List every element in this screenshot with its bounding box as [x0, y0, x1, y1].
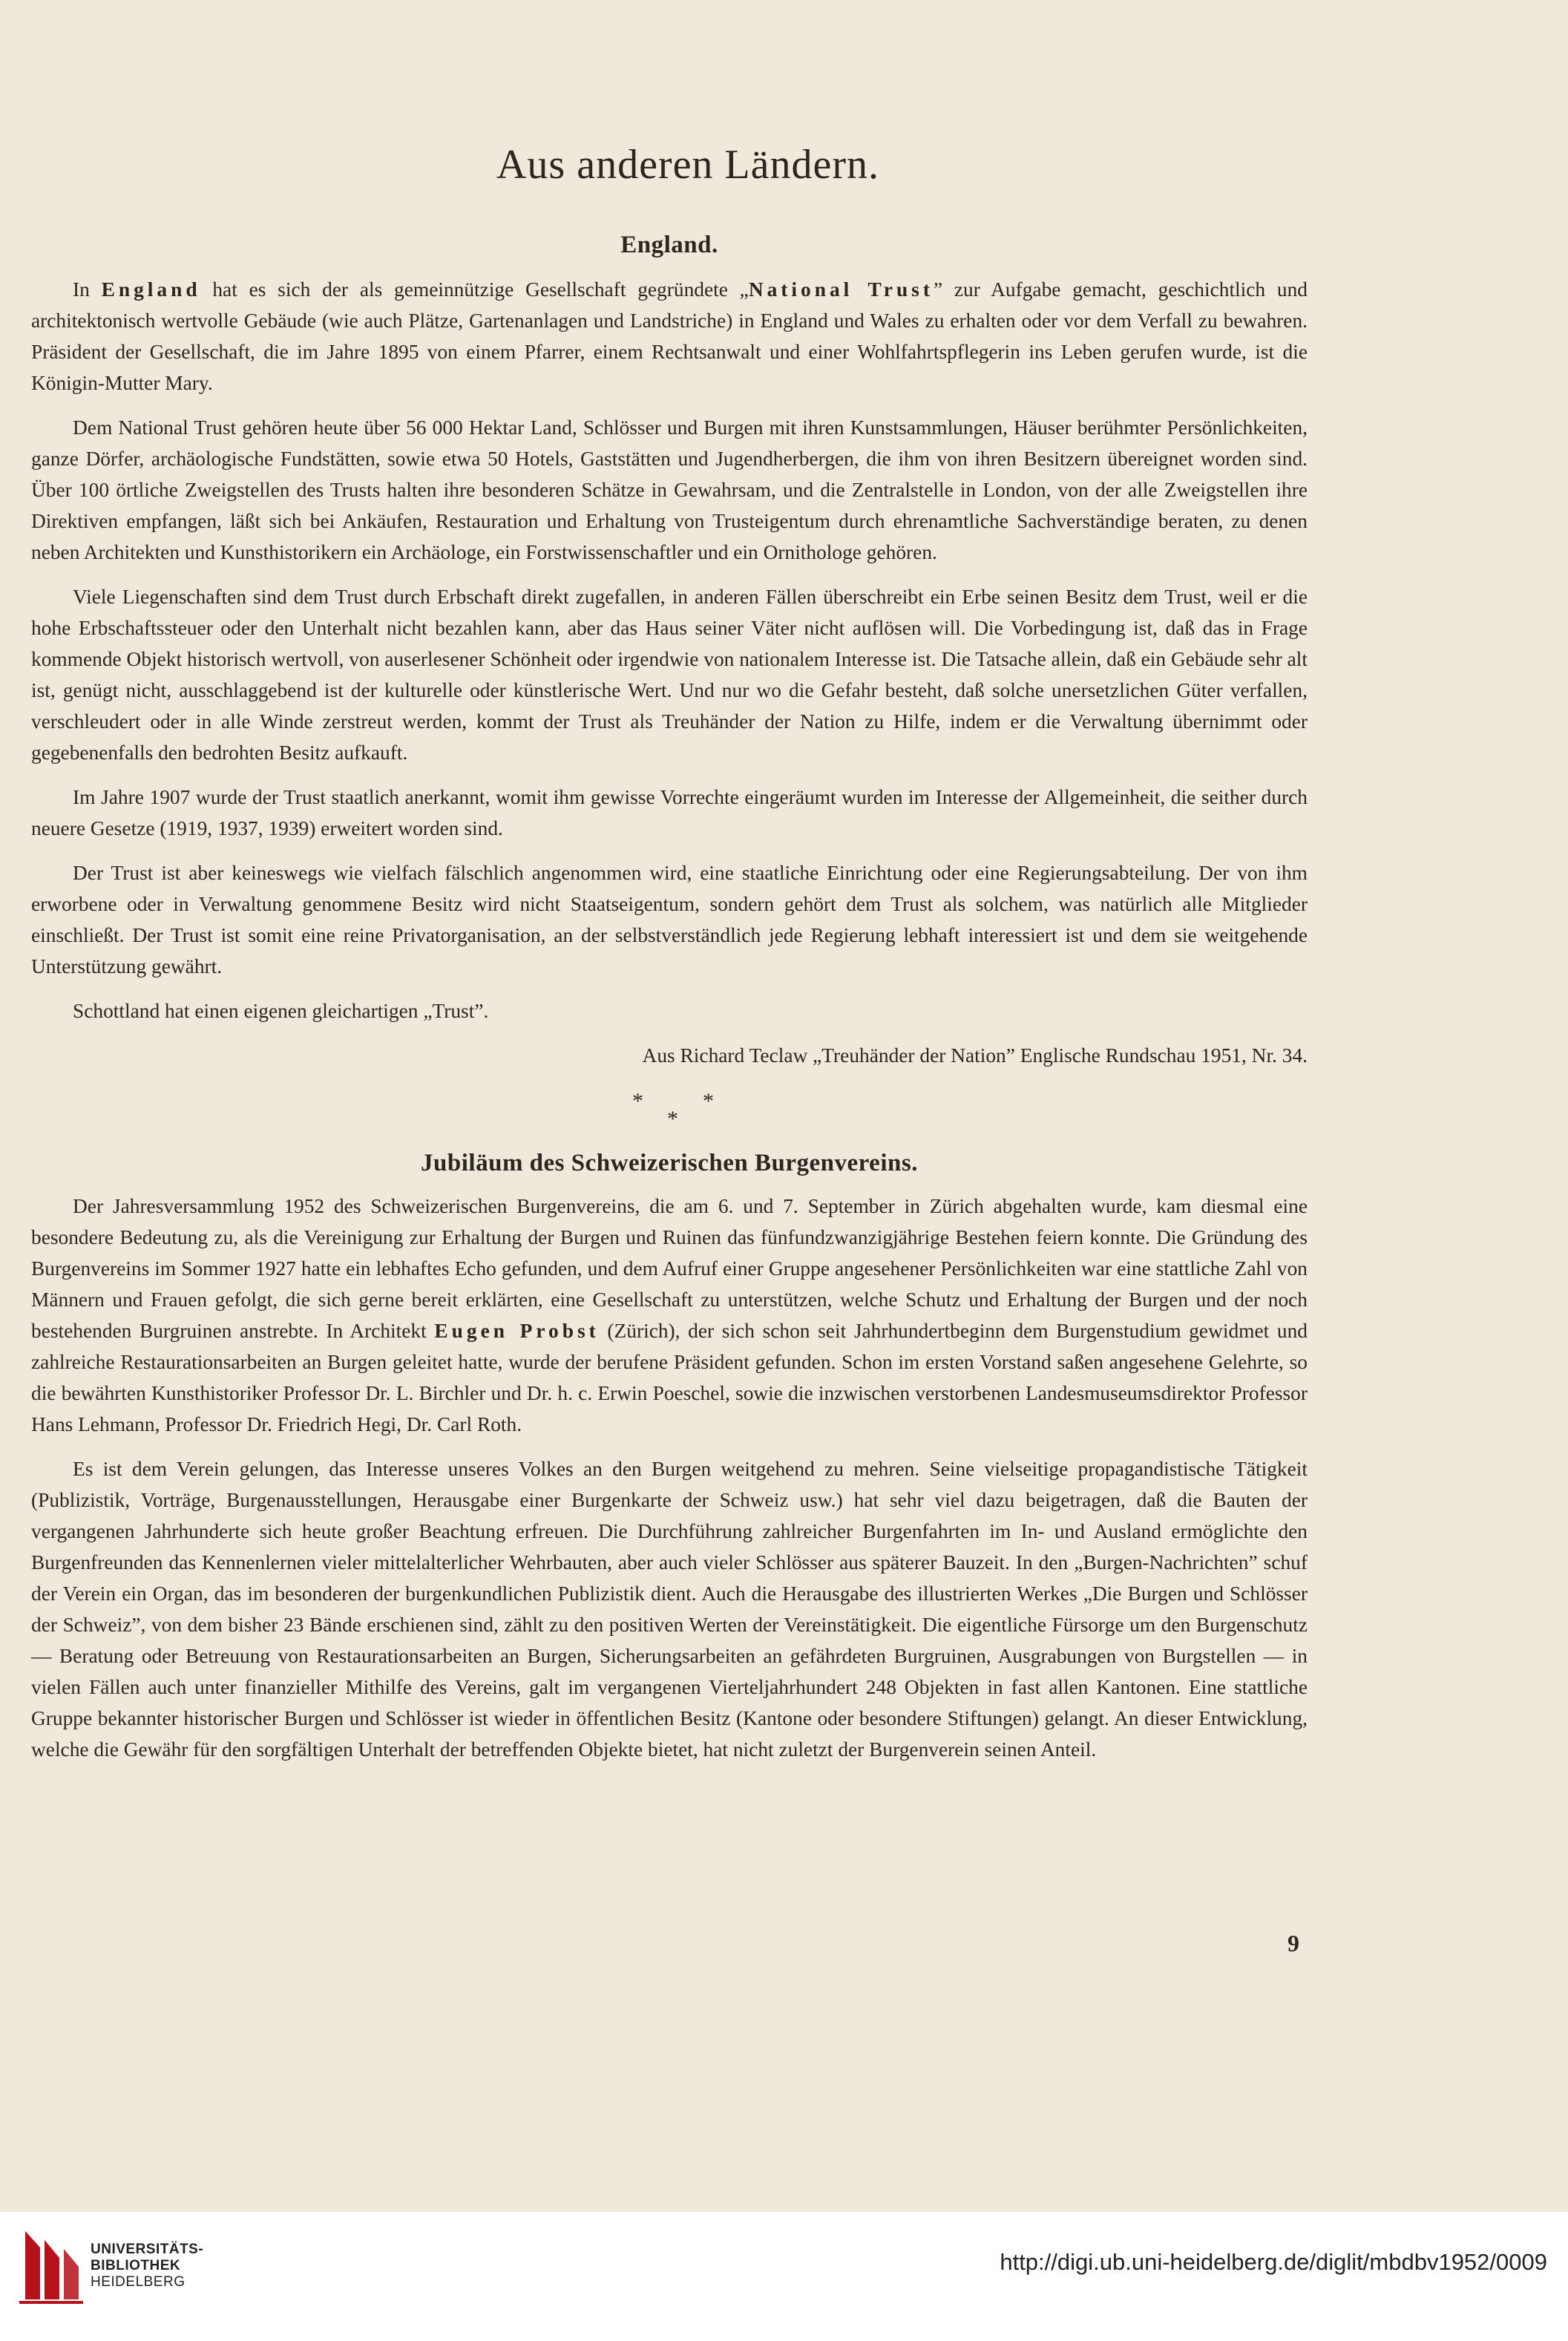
england-paragraph-5: Der Trust ist aber keineswegs wie vielfach fälschlich angenommen wird, eine staatliche Einrichtung oder eine Regierungsabteilung. Der von ihm erworbene oder in Verwaltung genommene Besitz wird nicht Staatseigentum, sondern gehört dem Trust als solchem, was natürlich alle Mitglieder einschließt. Der Trust ist somit eine reine Privatorganisation, an der selbstverständlich jede Regierung lebhaft interessiert ist und dem sie weitgehende Unterstützung gewährt. [31, 862, 1308, 978]
burgenverein-paragraph-2: Es ist dem Verein gelungen, das Interesse unseres Volkes an den Burgen weitgehend zu mehren. Seine vielseitige propagandistische Tätigkeit (Publizistik, Vorträge, Burgenausstellungen, Herausgabe einer Burgenkarte der Schweiz usw.) hat sehr viel dazu beigetragen, daß die Bauten der vergangenen Jahrhunderte sich heute großer Beachtung erfreuen. Die Durchführung zahlreicher Burgenfahrten im In- und Ausland ermöglichte den Burgenfreunden das Kennenlernen vieler mittelalterlicher Wehrbauten, aber auch vieler Schlösser aus späterer Bauzeit. In den „Burgen-Nachrichten” schuf der Verein ein Organ, das im besonderen der burgenkundlichen Publizistik dient. Auch die Herausgabe des illustrierten Werkes „Die Burgen und Schlösser der Schweiz”, von dem bisher 23 Bände erschienen sind, zählt zu den positiven Werten der Vereinstätigkeit. Die eigentliche Fürsorge um den Burgenschutz — Beratung oder Betreuung von Restaurationsarbeiten an Burgen, Sicherungsarbeiten an gefährdeten Burgruinen, Ausgrabungen von Burgstellen — in vielen Fällen auch unter finanzieller Mithilfe des Vereins, galt im vergangenen Vierteljahrhundert 248 Objekten in fast allen Kantonen. Eine stattliche Gruppe bekannter historischer Burgen und Schlösser ist wieder in öffentlichen Besitz (Kantone oder besondere Stiftungen) gelangt. An dieser Entwicklung, welche die Gewähr für den sorgfältigen Unterhalt der betreffenden Objekte bietet, hat nicht zuletzt der Burgenverein seinen Anteil. [31, 1458, 1308, 1761]
burgenverein-paragraph-1 [31, 1191, 1308, 1440]
section-title-england: England. [620, 232, 718, 258]
institution-line: UNIVERSITÄTS- [91, 2242, 204, 2257]
england-paragraph-3: Viele Liegenschaften sind dem Trust durch Erbschaft direkt zugefallen, in anderen Fällen überschreibt ein Erbe seinen Besitz dem Trust, weil er die hohe Erbschaftssteuer oder den Unterhalt nicht bezahlen kann, aber das Haus seiner Väter nicht auflösen will. Die Vorbedingung ist, daß das in Frage kommende Objekt historisch wertvoll, von auserlesener Schönheit oder irgendwie von nationalem Interesse ist. Die Tatsache allein, daß ein Gebäude sehr alt ist, genügt nicht, ausschlaggebend ist der kulturelle oder künstlerische Wert. Und nur wo die Gefahr besteht, daß solche unersetzlichen Güter verfallen, verschleudert oder in alle Winde zerstreut werden, kommt der Trust als Treuhänder der Nation zu Hilfe, indem er die Verwaltung übernimmt oder gegebenenfalls den bedrohten Besitz aufkauft. [31, 586, 1308, 764]
text-run: In [73, 278, 102, 301]
library-logo-icon [18, 2225, 85, 2307]
england-paragraph-1 [31, 274, 1308, 399]
section-separator [31, 1074, 1308, 1138]
england-paragraph-6: Schottland hat einen eigenen gleichartigen „Trust”. [73, 1000, 489, 1022]
separator-star: * [703, 1089, 714, 1113]
institution-line: HEIDELBERG [91, 2274, 186, 2290]
emphasis-eugen-probst: Eugen Probst [434, 1320, 600, 1342]
separator-star: * [667, 1107, 678, 1131]
footer-bar [0, 2212, 1568, 2341]
emphasis-england: England [101, 278, 201, 301]
source-citation: Aus Richard Teclaw „Treuhänder der Nation” Englische Rundschau 1951, Nr. 34. [642, 1044, 1308, 1067]
england-paragraph-4: Im Jahre 1907 wurde der Trust staatlich anerkannt, womit ihm gewisse Vorrechte eingeräumt wurden im Interesse der Allgemeinheit, die seither durch neuere Gesetze (1919, 1937, 1939) erweitert worden sind. [31, 786, 1308, 839]
source-url-link[interactable]: http://digi.ub.uni-heidelberg.de/diglit/mbdbv1952/0009 [1000, 2249, 1547, 2275]
page-content [31, 141, 1308, 1778]
institution-line: BIBLIOTHEK [91, 2258, 181, 2273]
text-run: ” zur Aufgabe gemacht, geschichtlich und architektonisch wertvolle Gebäude (wie auch Plätze, Gartenanlagen und Landstriche) in England und Wales zu erhalten oder vor dem Verfall zu bewahren. Präsident der Gesellschaft, die im Jahre 1895 von einem Pfarrer, einem Rechtsanwalt und einer Wohlfahrtspflegerin ins Leben gerufen wurde, ist die Königin-Mutter Mary. [31, 278, 1308, 394]
text-run: Der Jahresversammlung 1952 des Schweizerischen Burgenvereins, die am 6. und 7. September in Zürich abgehalten wurde, kam diesmal eine besondere Bedeutung zu, als die Vereinigung zur Erhaltung der Burgen und Ruinen das fünfundzwanzigjährige Bestehen feiern konnte. Die Gründung des Burgenvereins im Sommer 1927 hatte ein lebhaftes Echo gefunden, und dem Aufruf einer Gruppe angesehener Persönlichkeiten war eine stattliche Zahl von Männern und Frauen gefolgt, die sich gerne bereit erklärten, eine Gesellschaft zu unterstützen, welche Schutz und Erhaltung der Burgen und der noch bestehenden Burgruinen anstrebte. In Architekt [31, 1195, 1308, 1342]
page-title: Aus anderen Ländern. [496, 142, 879, 188]
page-number: 9 [1287, 1930, 1299, 1957]
text-run: hat es sich der als gemeinnützige Gesellschaft gegründete „ [200, 278, 749, 301]
section-title-burgenverein: Jubiläum des Schweizerischen Burgenvereins. [421, 1150, 918, 1176]
institution-name [91, 2242, 203, 2291]
emphasis-national-trust: National Trust [748, 278, 934, 301]
england-paragraph-2: Dem National Trust gehören heute über 56 000 Hektar Land, Schlösser und Burgen mit ihren Kunstsammlungen, Häuser berühmter Persönlichkeiten, ganze Dörfer, archäologische Fundstätten, sowie etwa 50 Hotels, Gaststätten und Jugendherbergen, die ihm von ihren Besitzern übereignet worden sind. Über 100 örtliche Zweigstellen des Trusts halten ihre besonderen Schätze in Gewahrsam, und die Zentralstelle in London, von der alle Zweigstellen ihre Direktiven empfangen, läßt sich bei Ankäufen, Restauration und Erhaltung von Trusteigentum durch ehrenamtliche Sachverständige beraten, zu denen neben Architekten und Kunsthistorikern ein Archäologe, ein Forstwissenschaftler und ein Ornithologe gehören. [31, 416, 1308, 563]
text-run: (Zürich), der sich schon seit Jahrhundertbeginn dem Burgenstudium gewidmet und zahlreiche Restaurationsarbeiten an Burgen geleitet hatte, wurde der berufene Präsident gefunden. Schon im ersten Vorstand saßen angesehene Gelehrte, so die bewährten Kunsthistoriker Professor Dr. L. Birchler und Dr. h. c. Erwin Poeschel, sowie die inzwischen verstorbenen Landesmuseumsdirektor Professor Hans Lehmann, Professor Dr. Friedrich Hegi, Dr. Carl Roth. [31, 1320, 1308, 1435]
separator-star: * [632, 1089, 643, 1113]
